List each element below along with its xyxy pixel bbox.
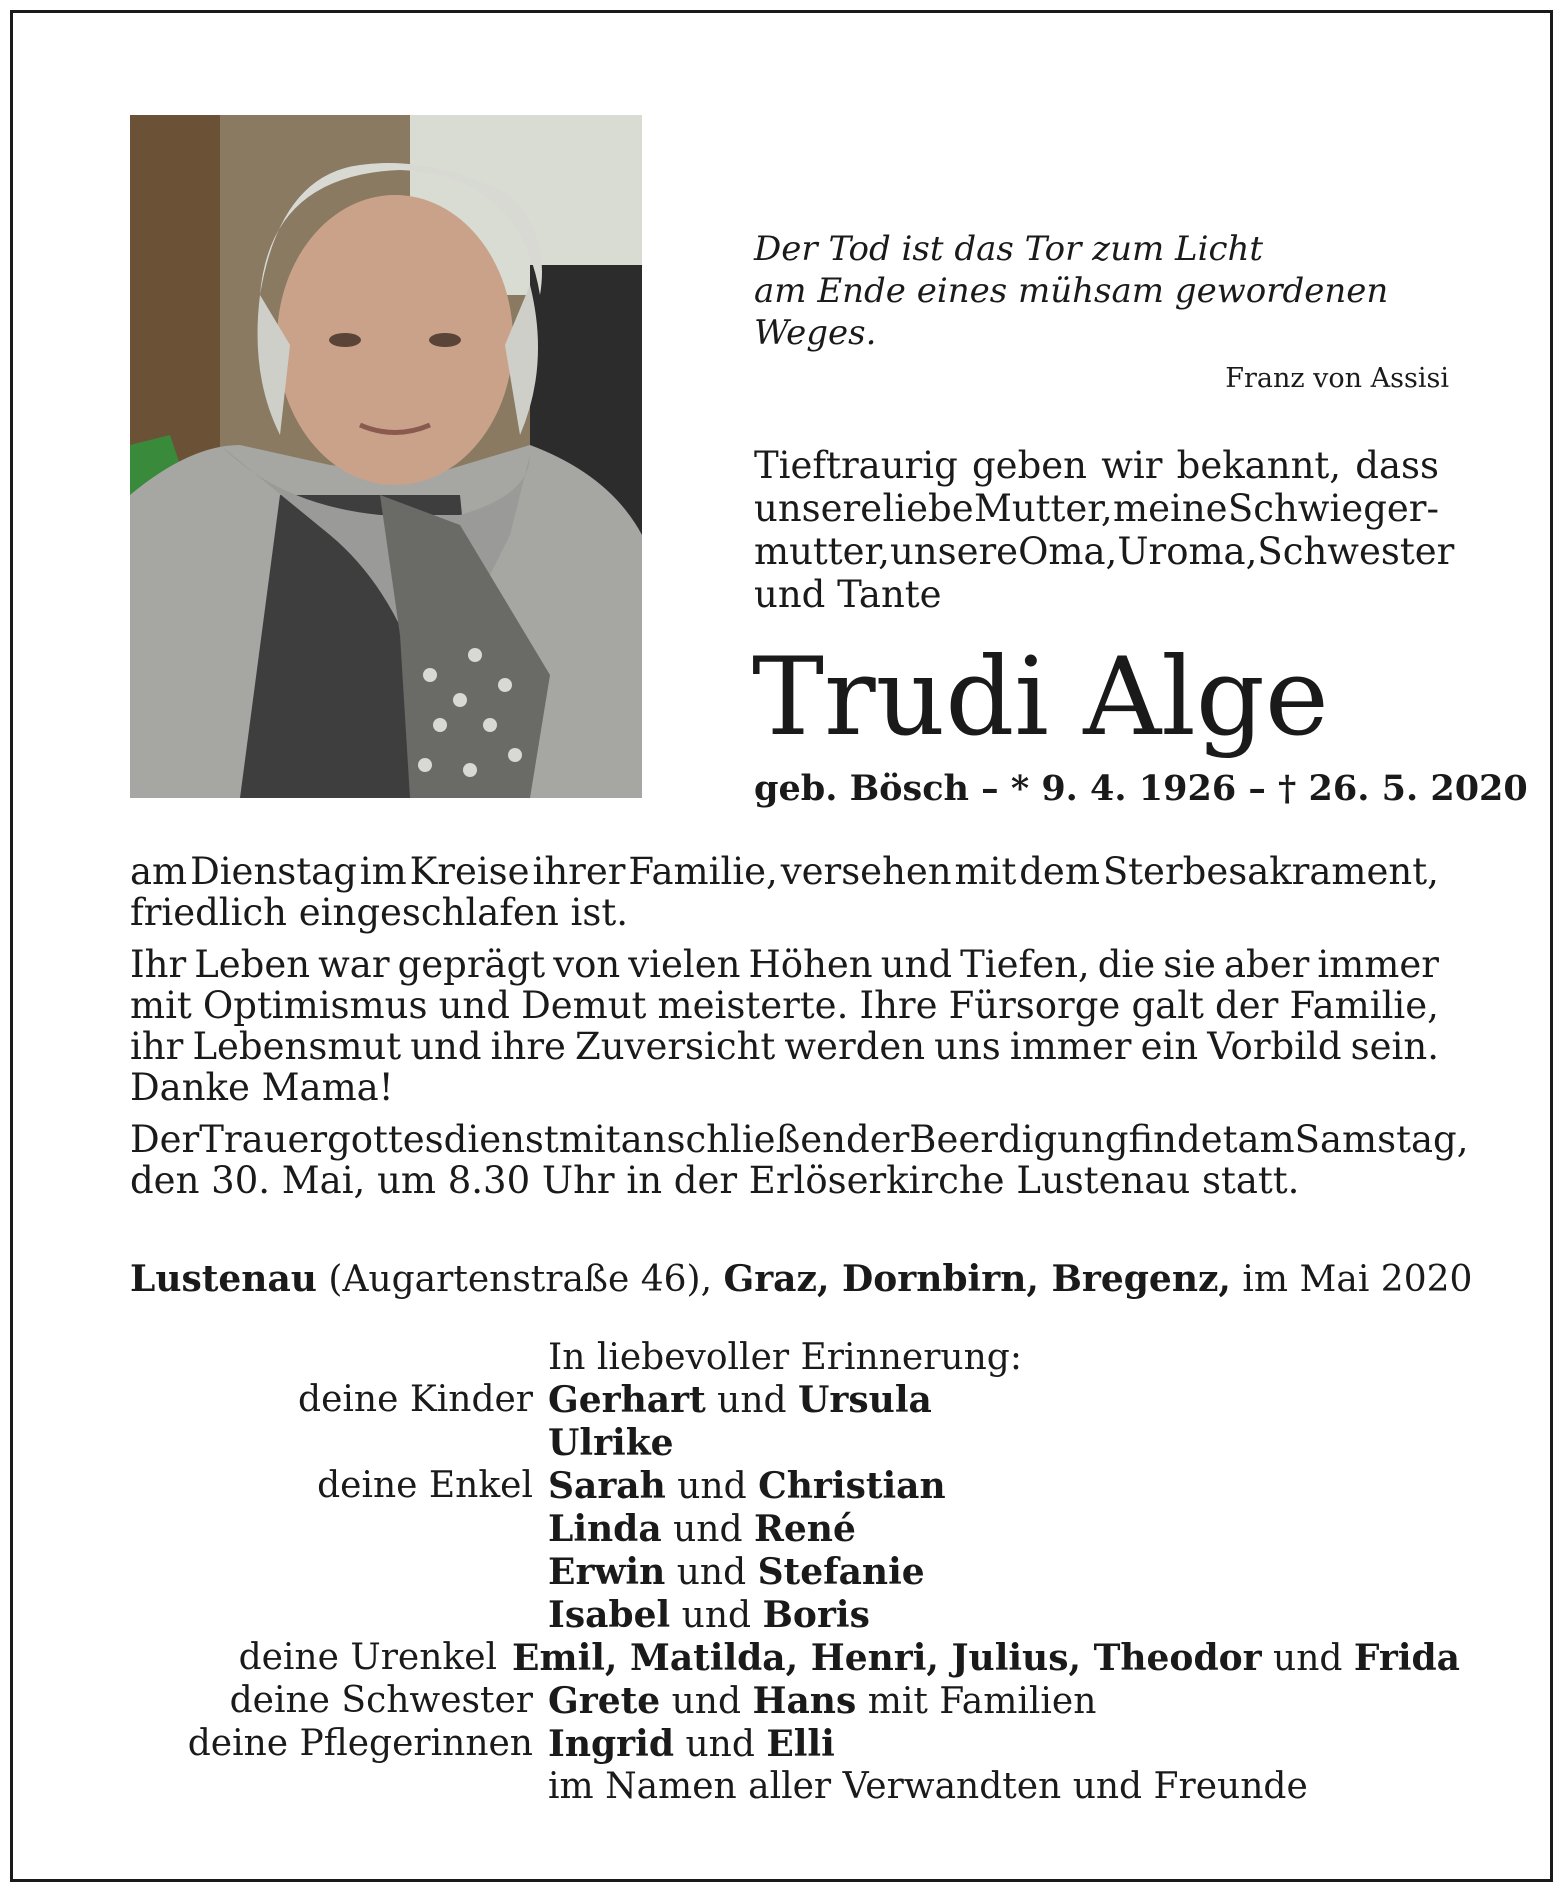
- word: friedlich eingeschlafen ist.: [130, 891, 628, 934]
- word: Optimismus: [202, 984, 428, 1027]
- family-row: [130, 1680, 1460, 1723]
- name-segment: Sarah: [548, 1465, 666, 1507]
- word: unsere: [889, 530, 1019, 573]
- text-line: [754, 487, 1439, 530]
- word: ein: [1140, 1025, 1199, 1068]
- family-row: [130, 1723, 1460, 1766]
- word: und: [438, 984, 510, 1027]
- portrait-photo: [130, 115, 642, 798]
- name-segment: Emil, Matilda, Henri, Julius, Theodor: [512, 1637, 1262, 1679]
- word: geben: [972, 444, 1087, 487]
- word: Lebensmut: [192, 1025, 402, 1068]
- name-segment: und: [705, 1380, 799, 1421]
- name-segment: und: [661, 1509, 754, 1550]
- quote-block: [754, 228, 1449, 396]
- word: Oma,: [1018, 530, 1118, 573]
- word: Trauergottesdienst: [199, 1118, 559, 1161]
- word: Uroma,: [1117, 530, 1258, 573]
- family-row: [130, 1551, 1460, 1594]
- family-list: [130, 1337, 1460, 1808]
- word: und: [880, 943, 953, 986]
- quote-line: Der Tod ist das Tor zum Licht: [754, 229, 1264, 269]
- word: mutter,: [754, 530, 890, 573]
- body-paragraph: [130, 1118, 1469, 1202]
- relation-label: [130, 1766, 548, 1808]
- word: mit: [130, 984, 192, 1027]
- relation-label: deine Enkel: [317, 1465, 533, 1506]
- family-row: [130, 1594, 1460, 1637]
- word: uns: [934, 1025, 1001, 1068]
- word: vielen: [628, 943, 741, 986]
- word: galt: [1131, 984, 1204, 1027]
- text-line: [130, 851, 1439, 892]
- relation-label: [130, 1508, 548, 1551]
- word: meine: [1113, 487, 1228, 530]
- name-segment: Ulrike: [548, 1422, 674, 1464]
- word: Familie,: [1289, 984, 1439, 1027]
- word: Höhen: [748, 943, 873, 986]
- name-segment: und: [1261, 1638, 1354, 1679]
- word: Familie,: [628, 850, 778, 893]
- text-line: [130, 1026, 1439, 1067]
- place-segment: Lustenau: [130, 1258, 317, 1300]
- word: Ihre: [859, 984, 938, 1027]
- family-names: [512, 1637, 1460, 1680]
- intro-text: [754, 444, 1455, 616]
- text-line: [754, 573, 1439, 616]
- name-segment: im Namen aller Verwandten und Freunde: [548, 1766, 1308, 1807]
- text-line: [130, 1160, 1439, 1201]
- quote-line: am Ende eines mühsam gewordenen Weges.: [754, 271, 1389, 353]
- family-names: [548, 1465, 946, 1508]
- family-row: [130, 1465, 1460, 1508]
- relation-label: deine Kinder: [298, 1379, 533, 1420]
- word: der: [1215, 984, 1279, 1027]
- word: meisterte.: [657, 984, 849, 1027]
- word: Sterbesakrament,: [1102, 850, 1439, 893]
- notice-body: [130, 850, 1469, 1212]
- word: immer: [1317, 943, 1439, 986]
- word: am: [130, 850, 188, 893]
- name-segment: und: [674, 1724, 767, 1765]
- word: dem: [1019, 850, 1100, 893]
- family-names: [548, 1508, 856, 1551]
- family-names: [548, 1379, 932, 1422]
- word: aber: [1223, 943, 1310, 986]
- name-segment: Isabel: [548, 1594, 671, 1636]
- relation-label: deine Urenkel: [238, 1637, 498, 1678]
- word: Schwieger-: [1227, 487, 1439, 530]
- word: Samstag,: [1294, 1118, 1469, 1161]
- word: die: [1097, 943, 1156, 986]
- family-names: [548, 1766, 1308, 1808]
- name-segment: Stefanie: [757, 1551, 925, 1593]
- word: am: [1237, 1118, 1295, 1161]
- word: liebe: [882, 487, 974, 530]
- word: Mutter,: [973, 487, 1113, 530]
- word: ihrer: [532, 850, 626, 893]
- quote-author: Franz von Assisi: [1225, 363, 1449, 394]
- memory-heading: In liebevoller Erinnerung:: [548, 1337, 1022, 1378]
- word: unsere: [754, 487, 883, 530]
- name-segment: René: [753, 1508, 856, 1550]
- word: Zuversicht: [575, 1025, 776, 1068]
- text-line: [130, 892, 1439, 933]
- word: Leben: [194, 943, 311, 986]
- word: den 30. Mai, um 8.30 Uhr in der Erlöserkirche Lustenau statt.: [130, 1159, 1300, 1202]
- word: Der: [130, 1118, 200, 1161]
- word: und Tante: [754, 573, 942, 616]
- word: findet: [1128, 1118, 1238, 1161]
- word: war: [318, 943, 390, 986]
- name-segment: Hans: [752, 1680, 857, 1722]
- word: versehen: [780, 850, 952, 893]
- word: anschließender: [620, 1118, 910, 1161]
- word: und: [410, 1025, 482, 1068]
- family-names: [548, 1723, 835, 1766]
- text-line: [754, 444, 1439, 487]
- text-line: [130, 985, 1439, 1026]
- name-segment: Grete: [548, 1680, 661, 1722]
- family-row: [130, 1766, 1460, 1808]
- name-segment: und: [660, 1681, 753, 1722]
- family-names: [548, 1680, 1096, 1723]
- word: Beerdigung: [909, 1118, 1129, 1161]
- word: Fürsorge: [948, 984, 1121, 1027]
- body-paragraph: [130, 944, 1439, 1108]
- name-segment: Ingrid: [548, 1723, 674, 1765]
- place-segment: im Mai 2020: [1230, 1259, 1473, 1300]
- word: sie: [1163, 943, 1216, 986]
- word: Ihr: [130, 943, 187, 986]
- text-line: [130, 944, 1439, 985]
- name-segment: Linda: [548, 1508, 662, 1550]
- word: Tieftraurig: [754, 444, 958, 487]
- word: Danke Mama!: [130, 1066, 394, 1109]
- family-row: [130, 1637, 1460, 1680]
- word: sein.: [1350, 1025, 1439, 1068]
- name-segment: Frida: [1353, 1637, 1460, 1679]
- word: Demut: [521, 984, 647, 1027]
- relation-label: [130, 1422, 548, 1465]
- name-segment: Boris: [762, 1594, 870, 1636]
- relation-label: deine Pflegerinnen: [187, 1723, 533, 1764]
- family-row: [130, 1379, 1460, 1422]
- text-line: [130, 1067, 1439, 1108]
- word: Schwester: [1257, 530, 1455, 573]
- relation-label: [130, 1594, 548, 1637]
- name-segment: Christian: [758, 1465, 946, 1507]
- place-and-date: [130, 1257, 1473, 1302]
- word: bekannt,: [1176, 444, 1342, 487]
- body-paragraph: [130, 851, 1439, 933]
- word: Dienstag: [190, 850, 357, 893]
- life-dates: geb. Bösch – * 9. 4. 1926 – † 26. 5. 2020: [754, 768, 1528, 809]
- family-names: [548, 1551, 925, 1594]
- word: wir: [1101, 444, 1163, 487]
- name-segment: Ursula: [798, 1379, 932, 1421]
- word: Tiefen,: [960, 943, 1090, 986]
- name-segment: Erwin: [548, 1551, 666, 1593]
- text-line: [754, 530, 1455, 573]
- word: im: [359, 850, 407, 893]
- family-row: [130, 1508, 1460, 1551]
- name-segment: mit Familien: [856, 1681, 1097, 1722]
- name-segment: und: [665, 1552, 758, 1593]
- word: Kreise: [409, 850, 530, 893]
- deceased-name: Trudi Alge: [752, 635, 1329, 760]
- family-names: [548, 1422, 674, 1465]
- place-segment: Graz, Dornbirn, Bregenz,: [723, 1258, 1231, 1300]
- word: immer: [1009, 1025, 1132, 1068]
- name-segment: und: [670, 1595, 763, 1636]
- word: geprägt: [397, 943, 546, 986]
- word: ihr: [130, 1025, 184, 1068]
- family-names: [548, 1594, 870, 1637]
- text-line: [130, 1118, 1469, 1161]
- name-segment: Elli: [766, 1723, 835, 1765]
- family-row: [130, 1422, 1460, 1465]
- name-segment: Gerhart: [548, 1379, 706, 1421]
- word: von: [553, 943, 621, 986]
- word: dass: [1355, 444, 1439, 487]
- name-segment: und: [665, 1466, 759, 1507]
- word: werden: [784, 1025, 926, 1068]
- place-segment: (Augartenstraße 46),: [316, 1259, 724, 1300]
- word: mit: [558, 1118, 621, 1161]
- word: Vorbild: [1207, 1025, 1342, 1068]
- word: ihre: [490, 1025, 566, 1068]
- relation-label: [130, 1551, 548, 1594]
- word: mit: [954, 850, 1017, 893]
- relation-label: deine Schwester: [229, 1680, 533, 1721]
